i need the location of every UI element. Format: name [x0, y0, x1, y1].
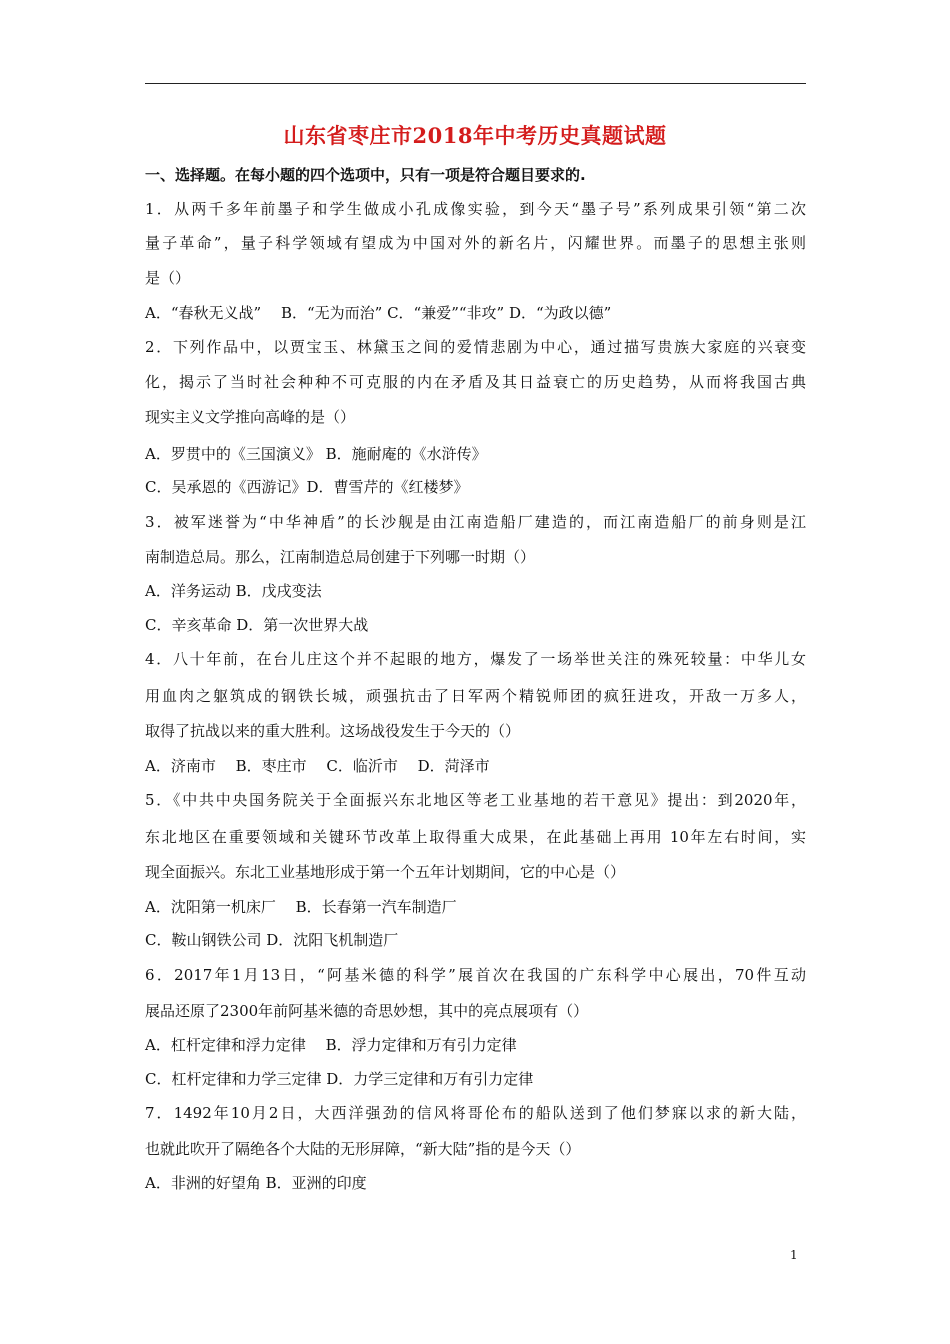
text-line: 取得了抗战以来的重大胜利。这场战役发生于今天的（） [145, 722, 521, 740]
answer-options: C．鞍山钢铁公司 D．沈阳飞机制造厂 [145, 931, 399, 949]
text-line: 展品还原了2300年前阿基米德的奇思妙想，其中的亮点展项有（） [145, 1002, 589, 1020]
answer-options: A．罗贯中的《三国演义》 B．施耐庵的《水浒传》 [145, 445, 487, 463]
text-line: 用血肉之躯筑成的钢铁长城，顽强抗击了日军两个精锐师团的疯狂进攻，开敌一万多人， [145, 687, 806, 705]
section-heading: 一、选择题。在每小题的四个选项中，只有一项是符合题目要求的. [145, 166, 586, 184]
answer-options: A．沈阳第一机床厂 B．长春第一汽车制造厂 [145, 898, 457, 916]
text-line: 现全面振兴。东北工业基地形成于第一个五年计划期间，它的中心是（） [145, 863, 626, 881]
answer-options: C．辛亥革命 D．第一次世界大战 [145, 616, 369, 634]
text-line: 是（） [145, 269, 191, 287]
page-number: 1 [790, 1248, 798, 1262]
text-line: 化，揭示了当时社会种种不可克服的内在矛盾及其日益衰亡的历史趋势，从而将我国古典 [145, 373, 806, 391]
text-line: 也就此吹开了隔绝各个大陆的无形屏障，“新大陆”指的是今天（） [145, 1140, 581, 1158]
text-line: 4．八十年前，在台儿庄这个并不起眼的地方，爆发了一场举世关注的殊死较量：中华儿女 [145, 650, 806, 668]
text-line: 7．1492年10月2日，大西洋强劲的信风将哥伦布的船队送到了他们梦寐以求的新大陆， [145, 1104, 806, 1122]
answer-options: A．“春秋无义战” B．“无为而治” C．“兼爱”“非攻” D．“为政以德” [145, 304, 612, 322]
text-line: 1．从两千多年前墨子和学生做成小孔成像实验，到今天“墨子号”系列成果引领“第二次 [145, 200, 806, 218]
text-line: 3．被军迷誉为“中华神盾”的长沙舰是由江南造船厂建造的，而江南造船厂的前身则是江 [145, 513, 806, 531]
text-line: 量子革命”，量子科学领域有望成为中国对外的新名片，闪耀世界。而墨子的思想主张则 [145, 234, 806, 252]
answer-options: A．洋务运动 B．戊戌变法 [145, 582, 322, 600]
text-line: 5．《中共中央国务院关于全面振兴东北地区等老工业基地的若干意见》提出：到2020年， [145, 791, 806, 809]
answer-options: C．吴承恩的《西游记》D．曹雪芹的《红楼梦》 [145, 478, 469, 496]
text-line: 2．下列作品中，以贾宝玉、林黛玉之间的爱情悲剧为中心，通过描写贵族大家庭的兴衰变 [145, 338, 806, 356]
text-line: 东北地区在重要领域和关键环节改革上取得重大成果，在此基础上再用 10年左右时间，实 [145, 828, 806, 846]
answer-options: A．济南市 B．枣庄市 C．临沂市 D．菏泽市 [145, 757, 490, 775]
text-line: 6．2017年1月13日，“阿基米德的科学”展首次在我国的广东科学中心展出，70件互动 [145, 966, 806, 984]
answer-options: A．杠杆定律和浮力定律 B．浮力定律和万有引力定律 [145, 1036, 517, 1054]
text-line: 南制造总局。那么，江南制造总局创建于下列哪一时期（） [145, 548, 536, 566]
answer-options: C．杠杆定律和力学三定律 D．力学三定律和万有引力定律 [145, 1070, 534, 1088]
page-title: 山东省枣庄市2018年中考历史真题试题 [283, 123, 667, 148]
header-rule [145, 83, 806, 84]
text-line: 现实主义文学推向高峰的是（） [145, 408, 356, 426]
answer-options: A．非洲的好望角 B．亚洲的印度 [145, 1174, 367, 1192]
